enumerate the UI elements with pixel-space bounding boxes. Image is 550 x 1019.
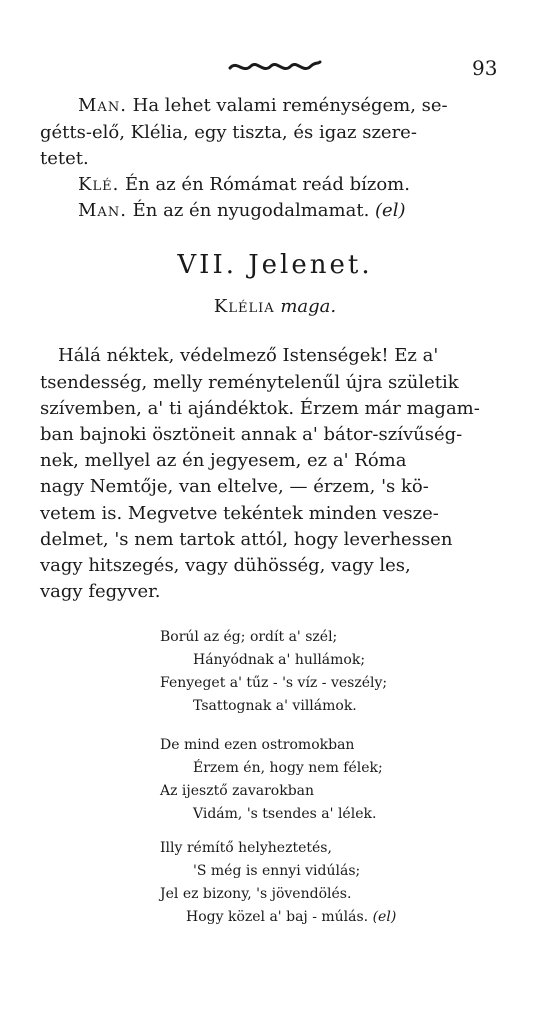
poem-line [186, 909, 396, 925]
monologue-text: Hálá néktek, védelmező Istenségek! Ez a' [58, 345, 439, 366]
monologue-line [40, 372, 459, 393]
monologue-line [40, 450, 406, 471]
dialogue-text: gétts-elő, Klélia, egy tiszta, és igaz szere- [40, 122, 417, 143]
stage-direction: (el) [375, 200, 406, 221]
monologue-text: vagy hitszegés, vagy dühösség, vagy les, [40, 555, 411, 576]
monologue-text: ban bajnoki ösztöneit annak a' bátor-szívűség- [40, 424, 463, 445]
monologue-text: vagy fegyver. [40, 581, 161, 602]
monologue-line [58, 345, 438, 366]
poem-line: Tsattognak a' villámok. [193, 698, 357, 714]
monologue-line [40, 555, 411, 576]
poem-line: Borúl az ég; ordít a' szél; [160, 629, 338, 645]
poem-line: De mind ezen ostromokban [160, 737, 355, 753]
speaker-name: Man. [78, 95, 127, 116]
poem-line: Vidám, 's tsendes a' lélek. [193, 806, 377, 822]
monologue-line [40, 503, 439, 524]
monologue-text: szívemben, a' ti ajándéktok. Érzem már magam- [40, 398, 480, 419]
dialogue-text: Én az én nyugodalmamat. [132, 200, 370, 221]
dialogue-line [78, 200, 406, 221]
page-number: 93 [472, 56, 498, 80]
stage-direction: (el) [372, 909, 397, 925]
monologue-text: delmet, 's nem tartok attól, hogy leverhessen [40, 529, 453, 550]
dialogue-text: tetet. [40, 148, 89, 169]
dialogue-text: Ha lehet valami reménységem, se- [132, 95, 448, 116]
monologue-text: nek, mellyel az én jegyesem, ez a' Róma [40, 450, 407, 471]
monologue-line [40, 476, 429, 497]
poem-line: Hányódnak a' hullámok; [193, 652, 366, 668]
character-name: Klélia [213, 296, 275, 317]
poem-line: Az ijesztő zavarokban [160, 783, 315, 799]
monologue-text: nagy Nemtője, van eltelve, — érzem, 's kö- [40, 476, 429, 497]
monologue-line [40, 398, 480, 419]
ornament-flourish [225, 50, 325, 80]
poem-line: Jel ez bizony, 's jövendölés. [160, 886, 352, 902]
monologue-text: vetem is. Megvetve tekéntek minden vesze- [40, 503, 439, 524]
dialogue-line [40, 148, 89, 169]
poem-line: 'S még is ennyi vidúlás; [193, 863, 361, 879]
monologue-line [40, 424, 462, 445]
poem-text: Hogy közel a' baj - múlás. [186, 909, 369, 925]
monologue-line [40, 529, 452, 550]
dialogue-text: Én az én Rómámat reád bízom. [125, 174, 410, 195]
monologue-line [40, 581, 161, 602]
speaker-name: Man. [78, 200, 127, 221]
poem-line: Érzem én, hogy nem félek; [193, 760, 383, 776]
dialogue-line [78, 174, 410, 195]
poem-line: Illy rémítő helyheztetés, [160, 840, 332, 856]
scene-character-line [0, 296, 550, 317]
monologue-text: tsendesség, melly reménytelenűl újra születik [40, 372, 459, 393]
stage-direction: maga. [280, 296, 337, 317]
dialogue-line [78, 95, 448, 116]
poem-line: Fenyeget a' tűz - 's víz - veszély; [160, 675, 388, 691]
speaker-name: Klé. [78, 174, 120, 195]
dialogue-line [40, 122, 417, 143]
scene-title: VII. Jelenet. [177, 250, 373, 280]
